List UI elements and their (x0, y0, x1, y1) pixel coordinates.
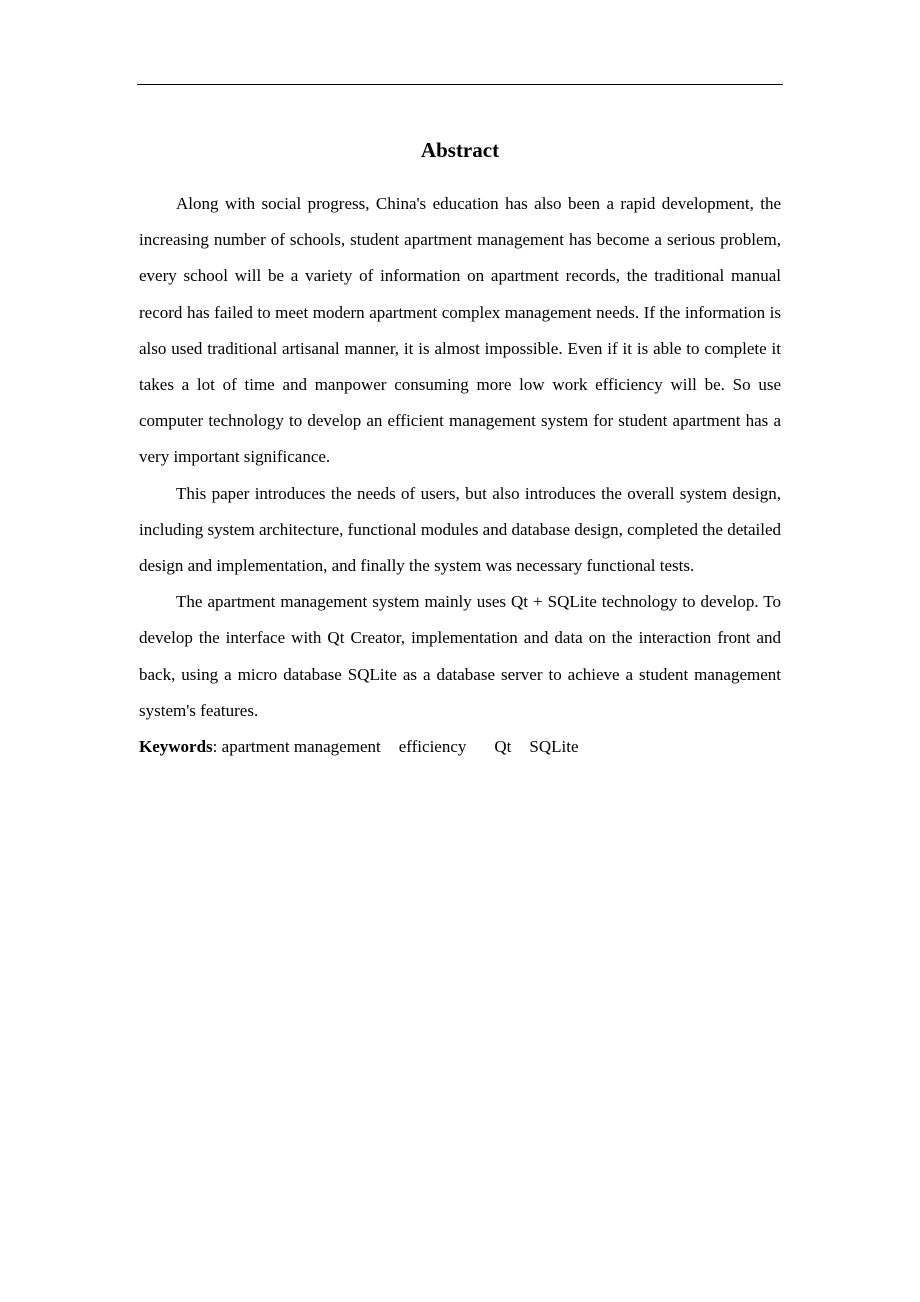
abstract-paragraph-1: Along with social progress, China's education has also been a rapid development, the increasing number of schools, student apartment management has become a serious problem, every school will be a variety of information on apartment records, the traditional manual record has failed to meet modern apartment complex management needs. If the information is also used traditional artisanal manner, it is almost impossible. Even if it is able to complete it takes a lot of time and manpower consuming more low work efficiency will be. So use computer technology to develop an efficient management system for student apartment has a very important significance. (139, 194, 781, 467)
keywords-line (139, 729, 781, 765)
keyword-item: Qt (494, 737, 512, 757)
abstract-paragraph-2: This paper introduces the needs of users, but also introduces the overall system design, including system architecture, functional modules and database design, completed the detailed design and implementation, and finally the system was necessary functional tests. (139, 483, 782, 576)
header-rule (137, 84, 783, 85)
page-title: Abstract (420, 138, 500, 163)
keywords-label: Keywords (139, 737, 213, 757)
keyword-item: SQLite (529, 737, 579, 757)
keyword-item: apartment management (221, 737, 381, 757)
keywords-separator: : (212, 737, 222, 757)
keyword-item: efficiency (398, 737, 467, 757)
abstract-body (139, 186, 781, 765)
abstract-paragraph-3: The apartment management system mainly uses Qt + SQLite technology to develop. To develop the interface with Qt Creator, implementation and data on the interaction front and back, using a micro database SQLite as a database server to achieve a student management system's features. (139, 592, 781, 720)
